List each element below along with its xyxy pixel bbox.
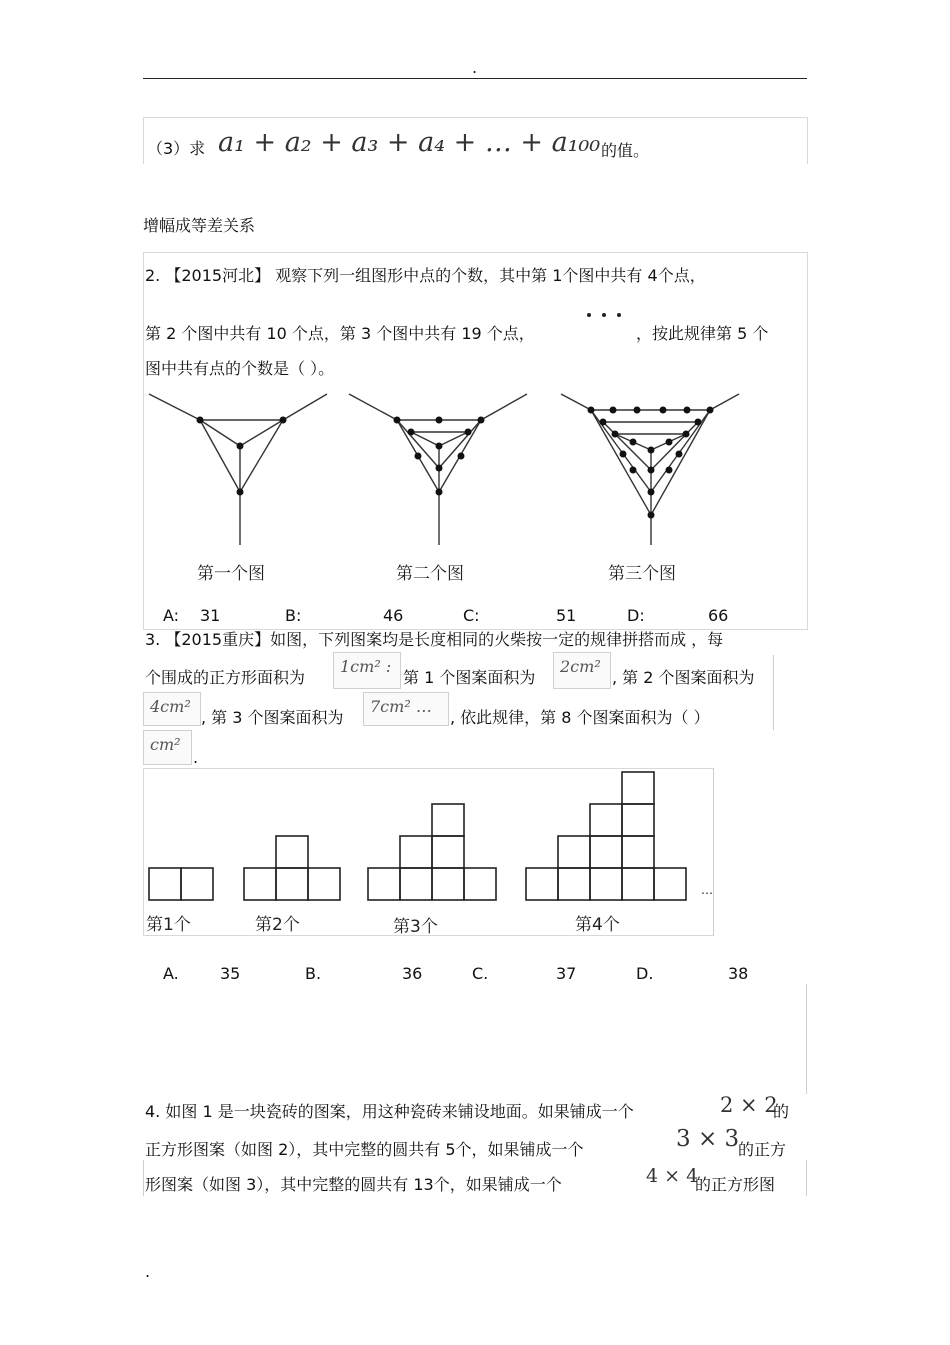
q2-figure bbox=[143, 380, 806, 600]
q4-line3b: 的正方形图 bbox=[695, 1175, 776, 1194]
q3-box-1cm2: 1cm² : bbox=[333, 652, 401, 689]
q3-line1: 3. 【2015重庆】如图，下列图案均是长度相同的火柴按一定的规律拼搭而成 ，每 bbox=[145, 630, 724, 649]
q2-option-d-letter: D: bbox=[627, 606, 645, 625]
q2-dots-glyph bbox=[585, 310, 635, 320]
q3-option-a-value: 35 bbox=[220, 964, 241, 983]
q4-m3: 4 × 4 bbox=[646, 1165, 699, 1187]
q4-line2a: 正方形图案（如图 2），其中完整的圆共有 5个，如果铺成一个 bbox=[145, 1140, 584, 1159]
q2-caption-2: 第二个图 bbox=[396, 564, 464, 584]
q4-frame-left bbox=[143, 1160, 144, 1196]
q2-line3: 图中共有点的个数是（ ）。 bbox=[145, 359, 335, 378]
q4-line2b: 的正方 bbox=[738, 1140, 787, 1159]
q3-option-c-value: 37 bbox=[556, 964, 577, 983]
q3-box-cm2: cm² bbox=[143, 730, 192, 765]
q2-caption-3: 第三个图 bbox=[608, 564, 676, 584]
q3-line2b: 第 1 个图案面积为 bbox=[403, 668, 536, 687]
q2-line1: 2. 【2015河北】 观察下列一组图形中点的个数，其中第 1个图中共有 4个点， bbox=[145, 266, 706, 285]
q4-line1b: 的 bbox=[773, 1102, 790, 1121]
header-dot: . bbox=[472, 58, 478, 77]
q3-box-4cm2: 4cm² bbox=[143, 692, 201, 726]
q3-options-right bbox=[806, 984, 807, 1094]
q3-caption-3: 第3个 bbox=[393, 917, 438, 937]
q2-option-a-letter: A: bbox=[163, 606, 180, 625]
q3-line2a: 个围成的正方形面积为 bbox=[145, 668, 306, 687]
q3-ellipsis: … bbox=[701, 883, 713, 897]
section-heading: 增幅成等差关系 bbox=[143, 216, 256, 235]
q2-option-b-letter: B: bbox=[285, 606, 302, 625]
q3-option-a-letter: A. bbox=[163, 964, 179, 983]
q2-option-c-letter: C: bbox=[463, 606, 480, 625]
part3-prefix: （3）求 bbox=[147, 139, 206, 158]
q3-option-b-value: 36 bbox=[402, 964, 423, 983]
q3-option-d-value: 38 bbox=[728, 964, 749, 983]
q3-line2c: , 第 2 个图案面积为 bbox=[612, 668, 755, 687]
q2-line2b: ，按此规律第 5 个 bbox=[636, 324, 769, 343]
q2-option-c-value: 51 bbox=[556, 606, 577, 625]
q3-figure bbox=[143, 768, 713, 938]
q4-frame-right bbox=[806, 1160, 807, 1196]
q3-caption-2: 第2个 bbox=[255, 915, 300, 935]
part3-expression: a₁ + a₂ + a₃ + a₄ + … + a₁₀₀ bbox=[218, 127, 601, 158]
footer-dot: . bbox=[145, 1262, 151, 1281]
q3-option-b-letter: B. bbox=[305, 964, 322, 983]
q3-frame-right bbox=[773, 655, 774, 730]
q2-option-b-value: 46 bbox=[383, 606, 404, 625]
q3-option-c-letter: C. bbox=[472, 964, 489, 983]
q3-line3a: , 第 3 个图案面积为 bbox=[201, 708, 344, 727]
q2-option-a-value: 31 bbox=[200, 606, 221, 625]
q3-caption-1: 第1个 bbox=[146, 915, 191, 935]
q2-line2a: 第 2 个图中共有 10 个点，第 3 个图中共有 19 个点， bbox=[145, 324, 535, 343]
q4-m1: 2 × 2 bbox=[720, 1093, 778, 1117]
q4-line3a: 形图案（如图 3），其中完整的圆共有 13个，如果铺成一个 bbox=[145, 1175, 562, 1194]
q3-figure-right bbox=[713, 768, 714, 936]
q4-line1a: 4. 如图 1 是一块瓷砖的图案，用这种瓷砖来铺设地面。如果铺成一个 bbox=[145, 1102, 634, 1121]
q3-box-2cm2: 2cm² bbox=[553, 652, 611, 689]
q4-m2: 3 × 3 bbox=[676, 1126, 740, 1152]
part3-suffix: 的值。 bbox=[601, 141, 650, 160]
q3-caption-4: 第4个 bbox=[575, 915, 620, 935]
q3-box-7cm2: 7cm² … bbox=[363, 692, 449, 726]
q3-line4: . bbox=[193, 748, 199, 767]
q2-caption-1: 第一个图 bbox=[197, 564, 265, 584]
q3-option-d-letter: D. bbox=[636, 964, 654, 983]
q2-option-d-value: 66 bbox=[708, 606, 729, 625]
q2-fig1 bbox=[149, 394, 327, 545]
header-rule bbox=[143, 78, 807, 79]
q3-line3b: , 依此规律，第 8 个图案面积为（ ） bbox=[450, 708, 710, 727]
